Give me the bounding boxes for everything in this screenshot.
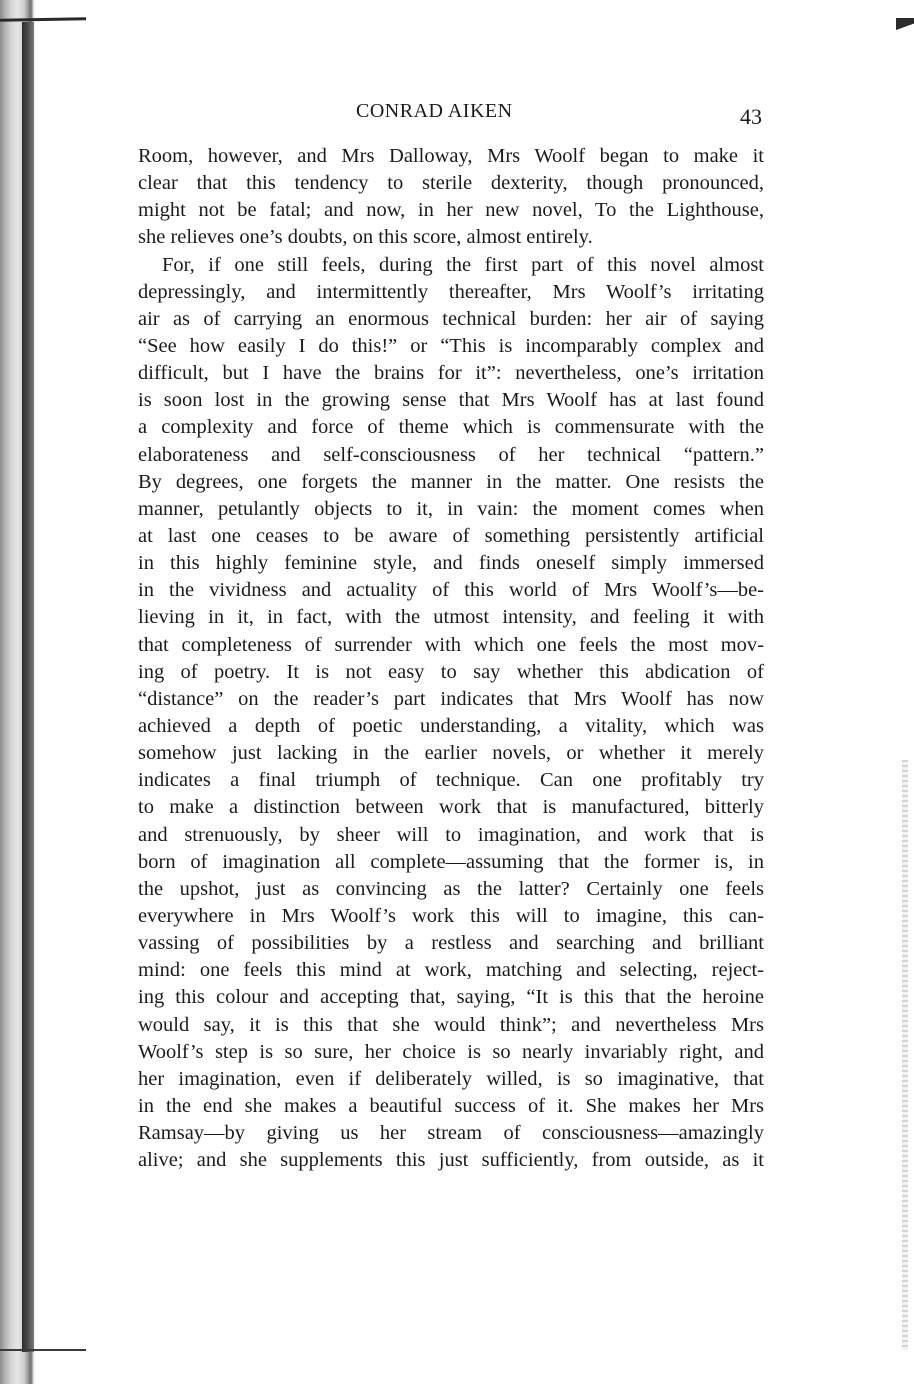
text-line: she relieves one’s doubts, on this score, almost entirely. <box>138 226 593 249</box>
body-text <box>138 143 764 1174</box>
text-line: clear that this tendency to sterile dexterity, though pronounced, <box>138 172 764 195</box>
binding-top-mark <box>0 17 86 22</box>
text-line: might not be fatal; and now, in her new novel, To the Lighthouse, <box>138 199 764 222</box>
text-line: everywhere in Mrs Woolf’s work this will to imagine, this can- <box>138 904 764 927</box>
corner-mark-icon <box>896 18 914 38</box>
text-line: mind: one feels this mind at work, matching and selecting, reject- <box>138 959 764 982</box>
text-line: achieved a depth of poetic understanding, a vitality, which was <box>138 714 764 737</box>
text-line: depressingly, and intermittently thereafter, Mrs Woolf’s irritating <box>138 280 764 303</box>
text-line: difficult, but I have the brains for it”: nevertheless, one’s irritation <box>138 362 764 385</box>
text-line: vassing of possibilities by a restless and searching and brilliant <box>138 932 764 955</box>
binding-bottom-mark <box>0 1349 86 1351</box>
text-line: lieving in it, in fact, with the utmost intensity, and feeling it with <box>138 606 764 629</box>
text-line: Room, however, and Mrs Dalloway, Mrs Woolf began to make it <box>138 145 764 167</box>
right-page-edge <box>902 760 908 1350</box>
text-line: in this highly feminine style, and finds oneself simply immersed <box>138 552 764 575</box>
text-line: the upshot, just as convincing as the latter? Certainly one feels <box>138 877 764 900</box>
text-line: her imagination, even if deliberately willed, is so imaginative, that <box>138 1067 764 1090</box>
text-line: Ramsay—by giving us her stream of consciousness—amazingly <box>138 1122 764 1145</box>
text-line: indicates a final triumph of technique. Can one profitably try <box>138 769 764 792</box>
text-line: elaborateness and self-consciousness of her technical “pattern.” <box>138 443 764 466</box>
text-line: ing of poetry. It is not easy to say whether this abdication of <box>138 660 764 683</box>
text-line: in the vividness and actuality of this world of Mrs Woolf’s—be- <box>138 579 764 602</box>
text-line: at last one ceases to be aware of something persistently artificial <box>138 524 764 547</box>
text-line: a complexity and force of theme which is commensurate with the <box>138 416 764 439</box>
text-line: alive; and she supplements this just sufficiently, from outside, as it <box>138 1149 764 1172</box>
text-line: and strenuously, by sheer will to imagination, and work that is <box>138 823 764 846</box>
text-line: “distance” on the reader’s part indicates that Mrs Woolf has now <box>138 687 764 710</box>
text-line: in the end she makes a beautiful success of it. She makes her Mrs <box>138 1094 764 1117</box>
text-line: air as of carrying an enormous technical burden: her air of saying <box>138 307 764 330</box>
text-line: would say, it is this that she would think”; and nevertheless Mrs <box>138 1013 764 1036</box>
text-line: born of imagination all complete—assuming that the former is, in <box>138 850 764 873</box>
text-line: Woolf’s step is so sure, her choice is so nearly invariably right, and <box>138 1040 764 1063</box>
text-line: manner, petulantly objects to it, in vain: the moment comes when <box>138 497 764 520</box>
text-line: to make a distinction between work that is manufactured, bitterly <box>138 796 764 819</box>
text-line: “See how easily I do this!” or “This is incomparably complex and <box>138 334 764 357</box>
page-number: 43 <box>740 104 762 129</box>
paragraph-start-line: For, if one still feels, during the first part of this novel almost <box>162 253 764 276</box>
text-line: somehow just lacking in the earlier novels, or whether it merely <box>138 742 764 765</box>
text-line: By degrees, one forgets the manner in the matter. One resists the <box>138 470 764 493</box>
text-line: that completeness of surrender with which one feels the most mov- <box>138 633 764 656</box>
text-line: ing this colour and accepting that, saying, “It is this that the heroine <box>138 986 764 1009</box>
running-head: CONRAD AIKEN <box>356 100 513 122</box>
text-line: is soon lost in the growing sense that Mrs Woolf has at last found <box>138 389 764 412</box>
binding-spine <box>22 22 34 1352</box>
